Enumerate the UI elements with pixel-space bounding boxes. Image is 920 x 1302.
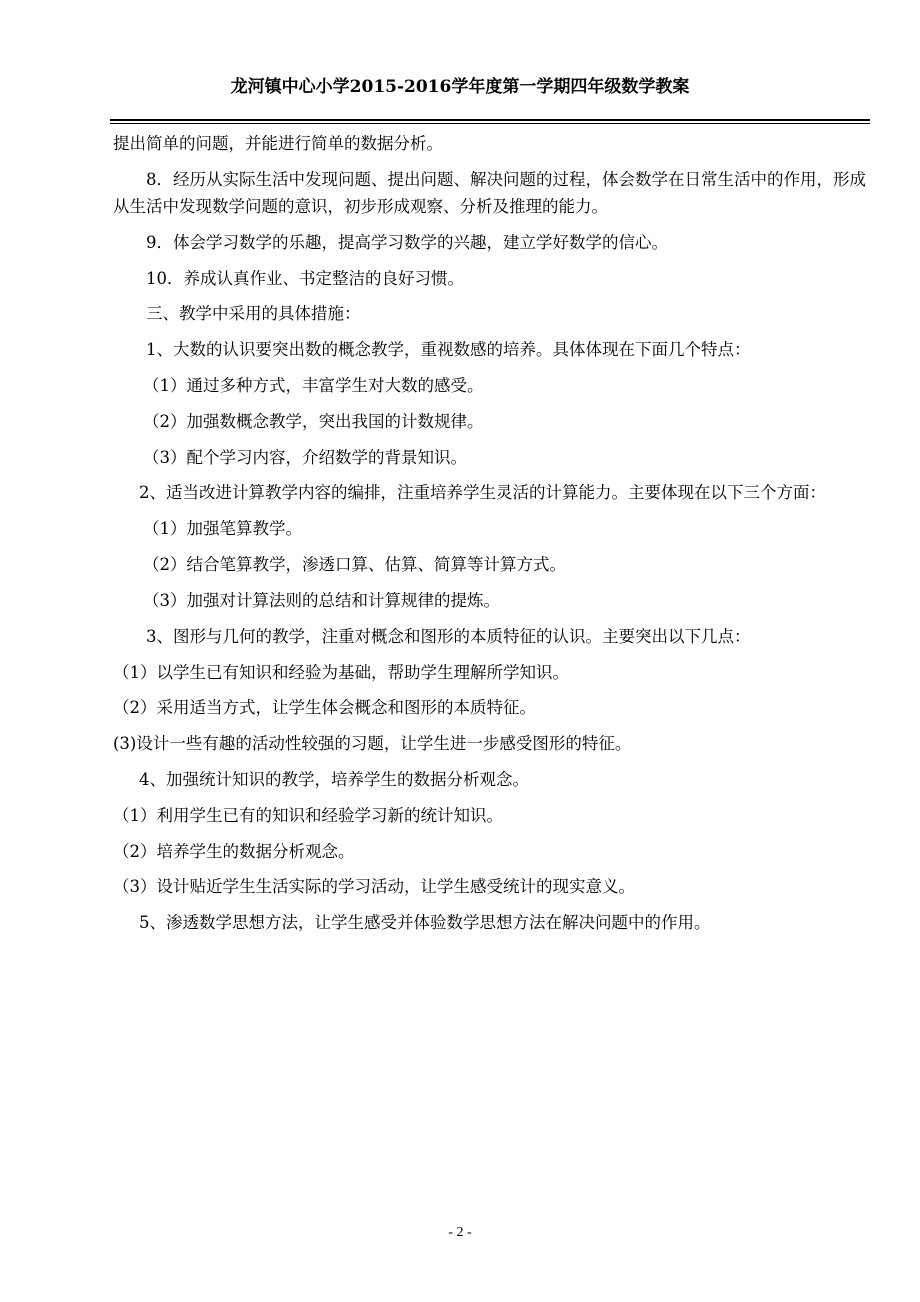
list-item-1-1: （1）通过多种方式，丰富学生对大数的感受。 [143, 375, 484, 395]
paragraph-goal-9: 9．体会学习数学的乐趣，提高学习数学的兴趣，建立学好数学的信心。 [146, 232, 668, 252]
paragraph-measure-1: 1、大数的认识要突出数的概念教学，重视数感的培养。具体体现在下面几个特点： [146, 340, 751, 360]
list-item-3-2: （2）采用适当方式，让学生体会概念和图形的本质特征。 [113, 698, 536, 718]
list-item-2-2: （2）结合笔算教学，渗透口算、估算、简算等计算方式。 [143, 555, 566, 575]
list-item-1-2: （2）加强数概念教学，突出我国的计数规律。 [143, 411, 484, 431]
paragraph-measure-4: 4、加强统计知识的教学，培养学生的数据分析观念。 [139, 769, 529, 789]
paragraph-measure-3: 3、图形与几何的教学，注重对概念和图形的本质特征的认识。主要突出以下几点： [146, 626, 751, 646]
paragraph-measure-2: 2、适当改进计算教学内容的编排，注重培养学生灵活的计算能力。主要体现在以下三个方面： [139, 483, 826, 503]
paragraph-continuation: 提出简单的问题，并能进行简单的数据分析。 [113, 134, 443, 153]
list-item-1-3: （3）配个学习内容，介绍数学的背景知识。 [143, 447, 467, 467]
document-body [113, 126, 870, 941]
header-rule-thick [110, 119, 870, 121]
header-rule-thin [110, 123, 870, 124]
list-item-4-2: （2）培养学生的数据分析观念。 [113, 841, 355, 861]
page-header-title: 龙河镇中心小学2015-2016学年度第一学期四年级数学教案 [230, 77, 690, 97]
list-item-3-3: (3)设计一些有趣的活动性较强的习题，让学生进一步感受图形的特征。 [113, 734, 632, 754]
paragraph-goal-8: 8．经历从实际生活中发现问题、提出问题、解决问题的过程，体会数学在日常生活中的作用，形成从生活中发现数学问题的意识，初步形成观察、分析及推理的能力。 [113, 169, 866, 216]
list-item-2-3: （3）加强对计算法则的总结和计算规律的提炼。 [143, 590, 500, 610]
list-item-4-3: （3）设计贴近学生生活实际的学习活动，让学生感受统计的现实意义。 [113, 877, 635, 897]
list-item-3-1: （1）以学生已有知识和经验为基础，帮助学生理解所学知识。 [113, 662, 569, 682]
list-item-2-1: （1）加强笔算教学。 [143, 519, 302, 539]
paragraph-goal-10: 10．养成认真作业、书定整洁的良好习惯。 [146, 268, 464, 288]
page-number: - 2 - [448, 1225, 472, 1240]
paragraph-measure-5: 5、渗透数学思想方法，让学生感受并体验数学思想方法在解决问题中的作用。 [139, 913, 711, 933]
section-heading-measures: 三、教学中采用的具体措施： [146, 304, 361, 324]
list-item-4-1: （1）利用学生已有的知识和经验学习新的统计知识。 [113, 805, 503, 825]
